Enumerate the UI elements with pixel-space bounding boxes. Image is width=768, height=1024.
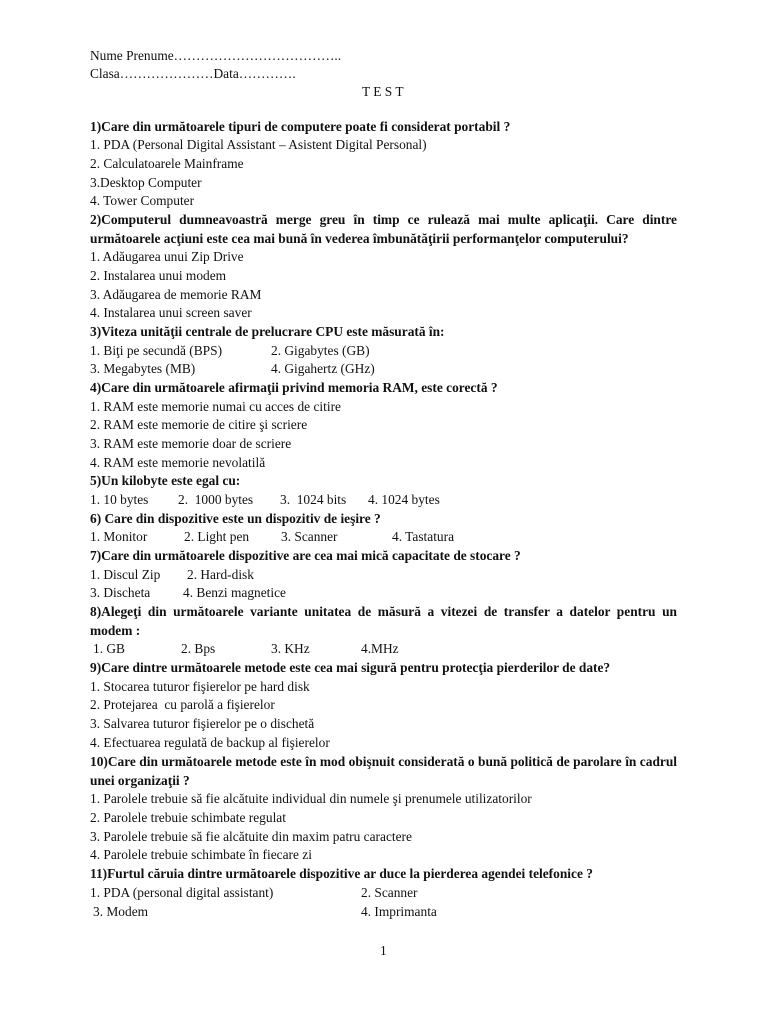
name-line: Nume Prenume……………………………….. — [90, 48, 342, 63]
question-2: 2)Computerul dumneavoastră merge greu în timp ce rulează mai multe aplicaţii. Care dintre următoarele acţiuni este cea mai bună în vederea îmbunătăţirii performanţelor computerului? — [90, 212, 677, 246]
question-8: 8)Alegeţi din următoarele variante unitatea de măsură a vitezei de transfer a datelor pentru un modem : — [90, 604, 677, 638]
page-title: T E S T — [362, 84, 404, 99]
question-6: 6) Care din dispozitive este un dispozitiv de ieşire ? — [90, 511, 381, 526]
question-4-option-1: 1. RAM este memorie numai cu acces de citire — [90, 399, 341, 414]
question-4: 4)Care din următoarele afirmaţii privind memoria RAM, este corectă ? — [90, 380, 498, 395]
question-5-option-4: 4. 1024 bytes — [368, 492, 440, 507]
question-9: 9)Care dintre următoarele metode este cea mai sigură pentru protecţia pierderilor de date? — [90, 660, 611, 675]
question-5: 5)Un kilobyte este egal cu: — [90, 473, 241, 488]
question-6-option-4: 4. Tastatura — [392, 529, 455, 544]
question-9-option-1: 1. Stocarea tuturor fişierelor pe hard disk — [90, 679, 310, 694]
question-1-option-2: 2. Calculatoarele Mainframe — [90, 156, 244, 171]
question-3-option-4: 4. Gigahertz (GHz) — [271, 361, 375, 376]
question-8-option-1: 1. GB — [93, 641, 125, 656]
question-2-option-2: 2. Instalarea unui modem — [90, 268, 227, 283]
question-7-option-1: 1. Discul Zip — [90, 567, 161, 582]
question-1-option-3: 3.Desktop Computer — [90, 175, 202, 190]
question-9-option-4: 4. Efectuarea regulată de backup al fişierelor — [90, 735, 330, 750]
question-3: 3)Viteza unităţii centrale de prelucrare CPU este măsurată în: — [90, 324, 445, 339]
question-2-option-3: 3. Adăugarea de memorie RAM — [90, 287, 262, 302]
question-10-option-4: 4. Parolele trebuie schimbate în fiecare zi — [90, 847, 312, 862]
question-8-option-3: 3. KHz — [271, 641, 310, 656]
question-8-option-4: 4.MHz — [361, 641, 399, 656]
question-7-option-2: 2. Hard-disk — [187, 567, 254, 582]
question-1-option-4: 4. Tower Computer — [90, 193, 195, 208]
question-4-option-2: 2. RAM este memorie de citire şi scriere — [90, 417, 308, 432]
question-11-option-1: 1. PDA (personal digital assistant) — [90, 885, 274, 900]
question-6-option-3: 3. Scanner — [281, 529, 338, 544]
question-6-option-1: 1. Monitor — [90, 529, 148, 544]
question-3-option-1: 1. Biţi pe secundă (BPS) — [90, 343, 223, 358]
question-7: 7)Care din următoarele dispozitive are cea mai mică capacitate de stocare ? — [90, 548, 521, 563]
question-11-option-4: 4. Imprimanta — [361, 904, 437, 919]
question-3-option-2: 2. Gigabytes (GB) — [271, 343, 370, 358]
question-5-option-3: 3. 1024 bits — [280, 492, 347, 507]
question-2-option-1: 1. Adăugarea unui Zip Drive — [90, 249, 244, 264]
question-5-option-1: 1. 10 bytes — [90, 492, 149, 507]
question-5-option-2: 2. 1000 bytes — [178, 492, 254, 507]
question-6-option-2: 2. Light pen — [184, 529, 250, 544]
question-10: 10)Care din următoarele metode este în mod obişnuit considerată o bună politică de parolare în cadrul unei organizaţii ? — [90, 754, 677, 788]
question-4-option-4: 4. RAM este memorie nevolatilă — [90, 455, 266, 470]
question-7-option-4: 4. Benzi magnetice — [183, 585, 286, 600]
question-11-option-3: 3. Modem — [93, 904, 149, 919]
question-10-option-2: 2. Parolele trebuie schimbate regulat — [90, 810, 286, 825]
class-date-line: Clasa…………………Data…………. — [90, 66, 296, 81]
question-7-option-3: 3. Discheta — [90, 585, 151, 600]
page-number: 1 — [380, 943, 387, 958]
question-4-option-3: 3. RAM este memorie doar de scriere — [90, 436, 292, 451]
question-1: 1)Care din următoarele tipuri de computere poate fi considerat portabil ? — [90, 119, 511, 134]
question-1-option-1: 1. PDA (Personal Digital Assistant – Asistent Digital Personal) — [90, 137, 427, 152]
question-10-option-3: 3. Parolele trebuie să fie alcătuite din maxim patru caractere — [90, 829, 412, 844]
question-11: 11)Furtul căruia dintre următoarele dispozitive ar duce la pierderea agendei telefonice ? — [90, 866, 593, 881]
question-8-option-2: 2. Bps — [181, 641, 216, 656]
question-9-option-2: 2. Protejarea cu parolă a fişierelor — [90, 697, 275, 712]
question-9-option-3: 3. Salvarea tuturor fişierelor pe o dischetă — [90, 716, 315, 731]
question-11-option-2: 2. Scanner — [361, 885, 418, 900]
question-2-option-4: 4. Instalarea unui screen saver — [90, 305, 252, 320]
question-3-option-3: 3. Megabytes (MB) — [90, 361, 196, 376]
question-10-option-1: 1. Parolele trebuie să fie alcătuite individual din numele şi prenumele utilizatorilor — [90, 791, 532, 806]
